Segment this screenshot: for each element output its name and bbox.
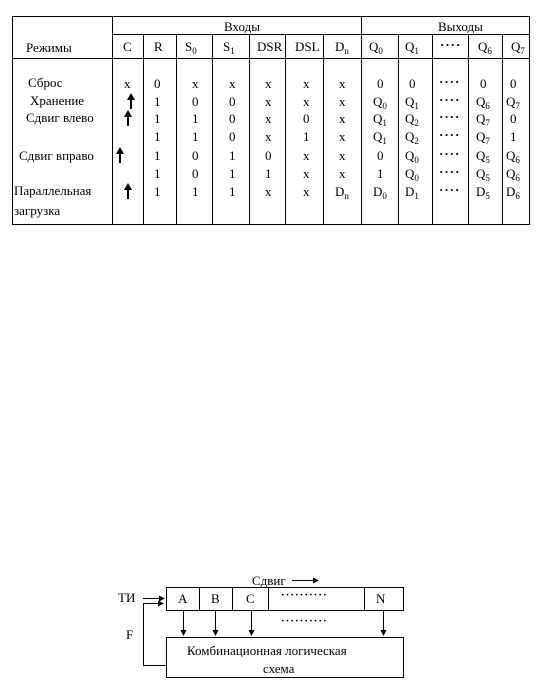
table-cell: 0 — [229, 94, 236, 109]
table-cell: 0 — [192, 166, 199, 181]
table-cell: x — [124, 76, 131, 91]
table-cell: $Q_1$ — [405, 94, 419, 111]
table-cell: x — [265, 76, 272, 91]
table-cell: x — [339, 148, 346, 163]
table-cell: ···· — [439, 182, 461, 197]
table-cell: $D_5$ — [476, 184, 490, 201]
table-cell: 1 — [229, 148, 236, 163]
shift-register-diagram — [0, 560, 540, 689]
col-header-ellipsis: ···· — [440, 37, 462, 52]
table-cell: 0 — [377, 148, 384, 163]
table-cell: 1 — [192, 111, 199, 126]
table-cell: $Q_2$ — [405, 129, 419, 146]
table-cell: 1 — [192, 129, 199, 144]
table-cell: $Q_0$ — [405, 148, 419, 165]
table-cell: $Q_1$ — [373, 111, 387, 128]
table-cell: x — [303, 166, 310, 181]
table-cell: $Q_6$ — [506, 148, 520, 165]
table-cell: 1 — [229, 184, 236, 199]
table-cell: x — [303, 148, 310, 163]
mode-reset: Сброс — [28, 75, 63, 90]
register-cell-b: B — [211, 591, 220, 606]
table-cell: $D_0$ — [373, 184, 387, 201]
table-cell: ···· — [439, 164, 461, 179]
register-cell-a: A — [178, 591, 188, 606]
table-cell: $Q_0$ — [373, 94, 387, 111]
table-cell: $D_1$ — [405, 184, 419, 201]
table-cell: $Q_7$ — [506, 94, 520, 111]
table-cell: 1 — [154, 148, 161, 163]
table-cell: 0 — [377, 76, 384, 91]
bus-dots: ·········· — [281, 615, 328, 627]
table-cell: $Q_6$ — [476, 94, 490, 111]
table-cell: x — [339, 76, 346, 91]
table-cell: x — [265, 129, 272, 144]
table-cell: 0 — [409, 76, 416, 91]
table-cell: $D_6$ — [506, 184, 520, 201]
table-cell: ···· — [439, 146, 461, 161]
logic-label-line1: Комбинационная логическая — [187, 643, 347, 658]
table-cell: 1 — [303, 129, 310, 144]
col-header-q0: $Q_0$ — [369, 39, 383, 56]
table-cell: $Q_0$ — [405, 166, 419, 183]
table-cell: 0 — [229, 111, 236, 126]
table-cell: $Q_7$ — [476, 129, 490, 146]
col-header-q1: $Q_1$ — [405, 39, 419, 56]
clock-label: ТИ — [118, 590, 136, 605]
table-cell: x — [339, 129, 346, 144]
col-header-c: C — [123, 39, 132, 54]
col-header-q6: $Q_6$ — [478, 39, 492, 56]
table-cell: 0 — [192, 148, 199, 163]
table-cell: 0 — [510, 76, 517, 91]
table-cell: 1 — [229, 166, 236, 181]
mode-parallel: Параллельная — [14, 183, 92, 198]
table-cell: x — [339, 111, 346, 126]
table-cell: ···· — [439, 109, 461, 124]
table-cell: ···· — [439, 92, 461, 107]
col-header-dn: $D_n$ — [335, 39, 349, 56]
table-cell: x — [265, 111, 272, 126]
col-header-dsr: DSR — [257, 39, 283, 54]
modes-column-header: Режимы — [26, 40, 72, 55]
table-cell: 0 — [480, 76, 487, 91]
table-cell: x — [303, 94, 310, 109]
table-cell: x — [339, 166, 346, 181]
register-cell-n: N — [376, 591, 386, 606]
table-cell: 1 — [192, 184, 199, 199]
table-cell: $Q_5$ — [476, 166, 490, 183]
table-cell: x — [339, 94, 346, 109]
table-cell: $Q_5$ — [476, 148, 490, 165]
mode-hold: Хранение — [30, 93, 85, 108]
mode-shift-right: Сдвиг вправо — [19, 148, 94, 163]
table-cell: ···· — [439, 74, 461, 89]
table-cell: 1 — [510, 129, 517, 144]
feedback-label: F — [126, 627, 134, 642]
table-cell: 0 — [303, 111, 310, 126]
mode-table — [0, 0, 540, 240]
inputs-group-header: Входы — [224, 19, 260, 34]
table-cell: x — [303, 184, 310, 199]
rising-edge-icon — [116, 147, 124, 165]
table-cell: 1 — [265, 166, 272, 181]
table-cell: 0 — [192, 94, 199, 109]
table-cell: 0 — [510, 111, 517, 126]
rising-edge-icon — [124, 183, 132, 201]
col-header-q7: $Q_7$ — [511, 39, 525, 56]
rising-edge-icon — [124, 110, 132, 128]
table-cell: ···· — [439, 127, 461, 142]
register-cell-c: C — [246, 591, 255, 606]
col-header-s0: $S_0$ — [185, 39, 197, 56]
outputs-group-header: Выходы — [438, 19, 483, 34]
rising-edge-icon — [127, 93, 135, 111]
table-cell: $Q_2$ — [405, 111, 419, 128]
table-cell: $Q_1$ — [373, 129, 387, 146]
table-cell: 0 — [154, 76, 161, 91]
table-cell: x — [229, 76, 236, 91]
col-header-s1: $S_1$ — [223, 39, 235, 56]
table-cell: 1 — [154, 94, 161, 109]
col-header-r: R — [154, 39, 163, 54]
table-cell: x — [265, 94, 272, 109]
table-cell: 1 — [377, 166, 384, 181]
table-cell: 1 — [154, 129, 161, 144]
table-cell: x — [303, 76, 310, 91]
table-cell: $Q_7$ — [476, 111, 490, 128]
col-header-dsl: DSL — [295, 39, 320, 54]
mode-load: загрузка — [14, 203, 61, 218]
table-cell: x — [192, 76, 199, 91]
table-cell: 1 — [154, 184, 161, 199]
shift-label: Сдвиг — [252, 573, 286, 588]
table-cell: $Q_6$ — [506, 166, 520, 183]
table-cell: 1 — [154, 111, 161, 126]
table-cell: x — [265, 184, 272, 199]
table-cell: 0 — [265, 148, 272, 163]
table-cell: $D_n$ — [335, 184, 349, 201]
logic-label-line2: схема — [263, 661, 295, 676]
register-dots: ·········· — [281, 589, 328, 601]
table-cell: 0 — [229, 129, 236, 144]
mode-shift-left: Сдвиг влево — [26, 110, 94, 125]
table-cell: 1 — [154, 166, 161, 181]
